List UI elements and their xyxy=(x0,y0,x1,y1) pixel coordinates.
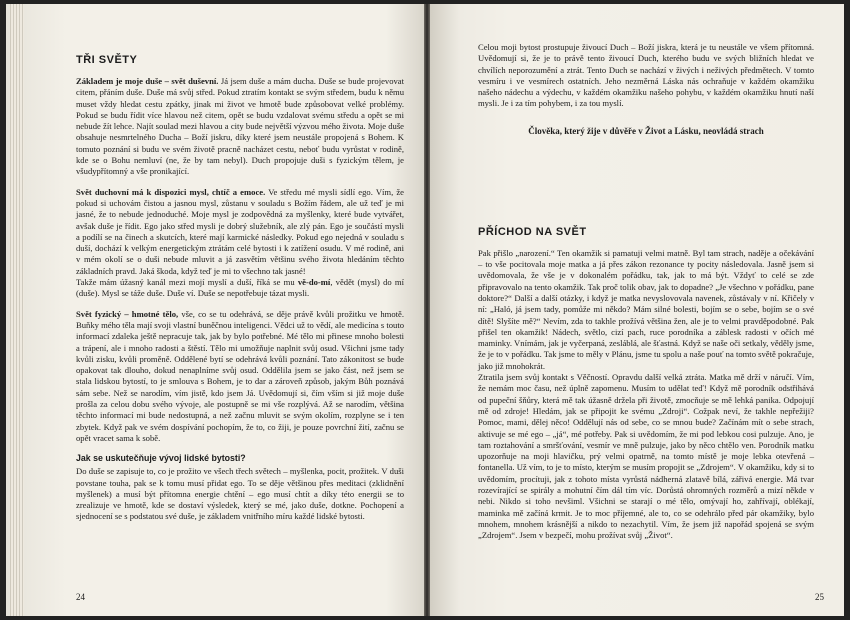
paragraph: Celou moji bytost prostupuje živoucí Duch – Boží jiskra, která je tu neustále ve všem přítomná. Uvědomují si, že je to právě tento živoucí Duch, kterého budu ve svých bližních hledat ve chvílích neporozumění a ztrát. Tento Duch se nachází v živých i neživých předmětech. V tomto vesmíru i ve vesmírech ostatních. Jeho nezměrná Láska nás ochraňuje v každém okamžiku našeho nádechu a výdechu, v každém okamžiku našeho pohybu, v každém okamžiku hnutí naší mysli. Je i za tím pohybem, i za tou myslí. xyxy=(478,42,814,109)
right-page xyxy=(430,4,844,616)
chapter-title: TŘI SVĚTY xyxy=(76,54,138,66)
sub-heading: Jak se uskutečňuje vývoj lidské bytosti? xyxy=(76,453,246,464)
page-edges xyxy=(10,4,24,616)
paragraph: Ztratila jsem svůj kontakt s Věčností. Opravdu další velká ztráta. Matka mě drží v náručí. Vím, že nemám moc času, než úplně zapomenu. Musím to udělat teď! Když mě porodník odstřihává od pupeční šňůry, která mě tak úžasně držela při životě, zmocňuje se mě lehká panika. Odpojují mě od zdroje! Hledám, jak se připojit ke svému „Zdroji“. Cožpak neví, že takhle nepřežiji? Pomoc, mami, dělej něco! Oddělují nás od sebe, co se mnou bude? Začínám mít o sebe strach, aktivuje se mé ego – „já“, mé potřeby. Pak si uvědomím, že mi pod lebkou cosi pulzuje. Ano, je tam roztahování a smršťování, vesmír ve mně pulzuje, jako by něco chtělo ven. Porodník matku upozorňuje na moji hlavičku, prý velmi opatrně, na tomto místě je moje lebka otevřená – fontanella. Už vím, to je to místo, kterým se musím propojit se „Zdrojem“. V okamžiku, kdy si to uvědomím, procítuji, jak z tohoto místa vyrůstá nádherná zlatavě bílá, zářivá energie. Má tvar rozevírající se spirály a mohutní čím dál tím víc. Dorůstá ohromných rozměrů a mizí někde v nebi. Nikdo si toho nevšiml. Všichni se starají o mé tělo, omývají ho, zahřívají, oblékají, maminka mě začíná krmit. Je to moc příjemné, ale to, co se odehrálo před pár okamžiky, bylo mnohem, mnohem krásnější a nikdo to nezachytil. Vím, že jsem již napořád spojená se svým „Zdrojem“. Jsem v bezpečí, mohu prožívat svůj „Život“. xyxy=(478,372,814,541)
page-number: 24 xyxy=(76,592,85,602)
paragraph-lead: Svět duchovní má k dispozici mysl, chtíč a emoce. xyxy=(76,186,266,197)
paragraph-text: , vědět (mysl) do mí (duše). Mysl se táže duše. Duše ví. Duše se nepotřebuje tázat mysli. xyxy=(76,277,404,299)
paragraph-text: Já jsem duše a mám ducha. Duše se bude projevovat citem, přáním duše. Duše má svůj střed. Pokud ztratím kontakt se svým středem, budu k němu muset vždy hledat cestu zpátky, jinak mi život ve hmotě bude způsobovat velké problémy. Pokud se budu řídit více hlavou než citem, opět se budu vzdalovat svému středu a opět se mi nebude žít lehce. Najít soulad mezi hlavou a city bude největší výzvou mého života. Moje duše obsahuje nesmrtelného Ducha – Boží jiskru, díky které jsem neustále propojená s Bohem. K tomuto poznání si budu ve svém životě pracně nacházet cestu, neboť budu vyrůstat v rodině, kde se o Bohu nemluví (ne, že by tam nebyl). Duch propojuje duši s fyzickým tělem, je všudypřítomný a vše pronikající. xyxy=(76,76,404,177)
paragraph-bold-term: vě-do-mí xyxy=(297,277,331,288)
paragraph xyxy=(76,309,404,445)
paragraph-text: Ve středu mé mysli sídlí ego. Vím, že pokud si uchovám čistou a jasnou mysl, zůstanu v souladu s Božím řádem, ale už teď je mi jasné, že to nebude jednoduché. Moje mysl je zodpovědná za myšlenky, které bude vytvářet, avšak duše je řídit. Ego jako střed mysli je dobrý služebník, ale zlý pán. Ego je součástí mysli a podílí se na činech a skutcích, které mají karmické následky. Pokud ego nejedná v souladu s duší, dochází k velkým energetickým ztrátám celé bytosti i k zatížení osudu. V mé rodině, ani v mém okolí se o duši nebude mluvit a já zasvětím většinu svého života hledáním těchto základních pravd. Jaká škoda, když teď je mi to všechno tak jasné! xyxy=(76,186,405,276)
paragraph xyxy=(76,76,404,178)
paragraph-text: Takže mám úžasný kanál mezi mojí myslí a duší, říká se mu xyxy=(76,277,298,288)
paragraph-text: vše, co se tu odehrává, se děje právě kvůli prožitku ve hmotě. Buňky mého těla mají svoji vlastní buněčnou inteligenci. Vědci už to vědí, ale medicína s touto informací zdaleka ještě nepracuje tak, jak by bylo potřebné. Mé tělo mi přinese mnoho bolesti a trápení, ale i mnoho radosti a štěstí. Tělo mi umožňuje naplnit svůj osud. Všichni jsme tady kvůli zisku, kvůli proměně. Oddělené bytí se odehrává kvůli poznání. Tato zákonitost se bude opakovat tak dlouho, dokud nenaplníme svůj osud. Oddělila jsem se jako část, než jsem se stala lidskou bytostí, to je smlouva s Bohem, je to dar a zároveň způsob, jakým Bůh poznává sám sebe. Než se narodím, vím jistě, kdo jsem Já. Uvědomují si, čím vším si již moje duše prošla za celou dobu svého vývoje, ale postupně se mi vše rozplývá. Až se narodím, většina těchto informací mi bude nedostupná, a než začnu mluvit se svým okolím, rozplyne se i ten zbytek. Když pak ve svém dospívání pochopím, že to, co žiji, je pouze povrchní žití, začnu se opět vracet sama k sobě. xyxy=(76,308,405,443)
page-number: 25 xyxy=(815,592,824,602)
paragraph-lead: Základem je moje duše – svět duševní. xyxy=(76,76,219,86)
left-page xyxy=(6,4,424,616)
paragraph: Pak přišlo „narození.“ Ten okamžik si pamatuji velmi matně. Byl tam strach, naděje a očekávání – to vše pocitovala moje matka a já přes zákon rezonance ty pocity následovala. Jasně jsem si uvědomovala, že vše je v dokonalém pořádku, tak, jak to má být. Vždyť to celé se zde připravovalo na tento okamžik. Tak proč tolik obav, jak to dopadne? „Je všechno v pořádku, pane doktore?“ Další a další otázky, i když je matka nevyslovovala navenek, zůstávaly v ní. Křičely v ní: „Haló, já jsem tady, pomůže mi někdo? Mám silné bolesti, bojím se o sebe, bojím se o své dítě! Slyšíte mě?“ Nevím, zda to takhle prožívá většina žen, ale je to velmi pravděpodobné. Pak přišel ten okamžik! Nádech, světlo, cizí pach, ruce porodníka a záblesk radosti v očích mé maminky. Vnímám, jak je vyčerpaná, zesláblá, ale šťastná. Když se naše oči setkaly, věděly jsme, že je to v pořádku. Tak jsme to měly v Plánu, jsme tu spolu a naše pouť na tomto světě pokračuje, jako již mnohokrát. xyxy=(478,247,814,371)
paragraph xyxy=(76,187,404,277)
paragraph-lead: Svět fyzický – hmotné tělo, xyxy=(76,308,179,319)
chapter-title: PŘÍCHOD NA SVĚT xyxy=(478,225,587,238)
paragraph: Do duše se zapisuje to, co je prožito ve všech třech světech – myšlenka, pocit, prožitek. V duši povstane touha, pak se k tomu musí přidat ego. To se děje většinou přes meditaci (zklidnění myšlenek) a musí být přítomna energie chtění – ego musí chtít a díky této energii se to zrealizuje ve hmotě, kde se dostaví výsledek, který se mé, jako duše, dotkne. Pochopení a sjednocení se s podstatou své duše, je základem vnitřního míru každé lidské bytosti. xyxy=(76,466,404,522)
paragraph xyxy=(76,277,404,300)
pull-quote: Člověka, který žije v důvěře v Život a Lásku, neovládá strach xyxy=(528,125,764,136)
